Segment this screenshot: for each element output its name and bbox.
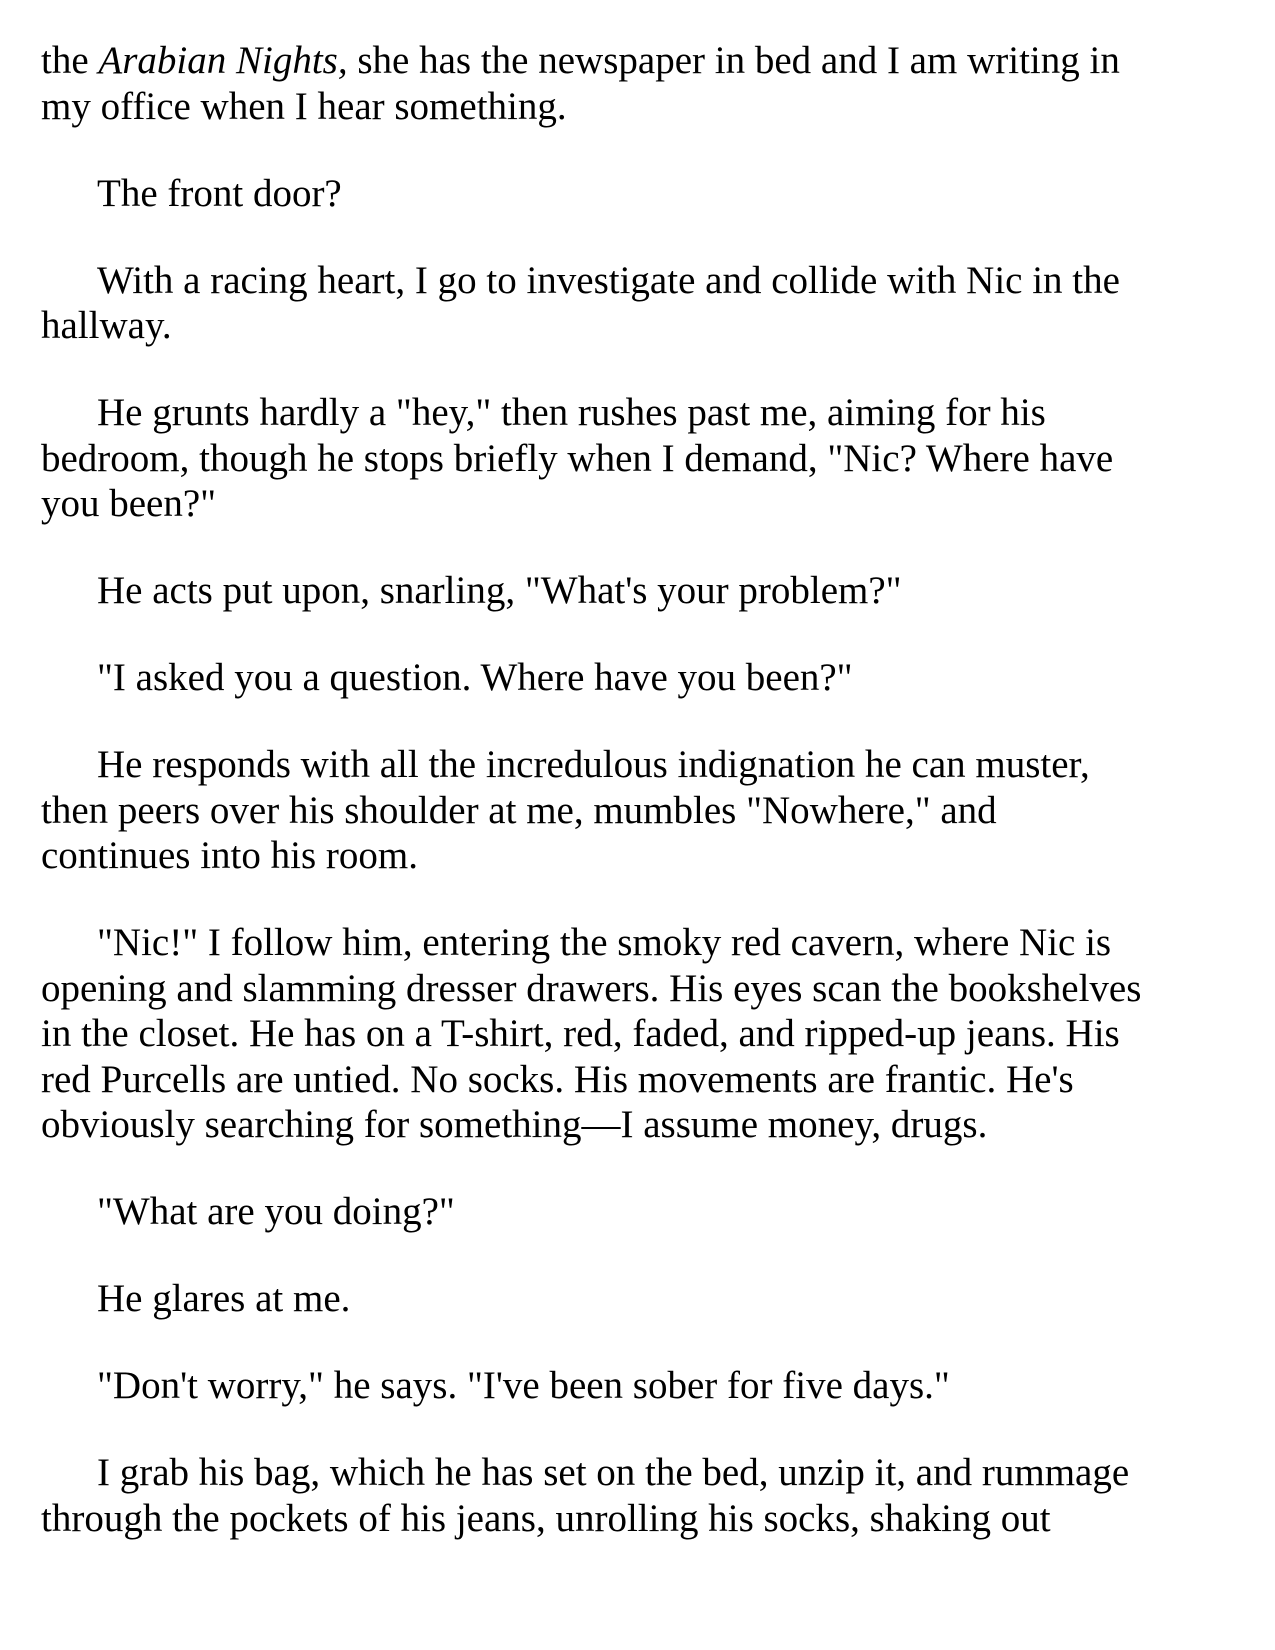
text-line: then peers over his shoulder at me, mumbles "Nowhere," and bbox=[41, 788, 997, 832]
text-line: "Nic!" I follow him, entering the smoky red cavern, where Nic is bbox=[97, 921, 1112, 964]
text-line: red Purcells are untied. No socks. His movements are frantic. He's bbox=[41, 1057, 1074, 1101]
text-line: hallway. bbox=[41, 304, 172, 347]
text-line: you been?" bbox=[41, 482, 217, 525]
text-line: bedroom, though he stops briefly when I demand, "Nic? Where have bbox=[41, 436, 1114, 480]
paragraph bbox=[41, 1189, 1231, 1235]
text-segment: she has the newspaper in bed and I am writing in bbox=[347, 39, 1120, 82]
text-segment: the bbox=[41, 39, 99, 82]
paragraph bbox=[41, 1276, 1231, 1322]
text-line: through the pockets of his jeans, unrolling his socks, shaking out bbox=[41, 1496, 1051, 1540]
paragraph bbox=[41, 920, 1231, 1148]
text-line: He responds with all the incredulous indignation he can muster, bbox=[97, 743, 1090, 786]
paragraph bbox=[41, 38, 1231, 129]
paragraph bbox=[41, 742, 1231, 879]
text-line: The front door? bbox=[97, 171, 342, 215]
text-line bbox=[41, 38, 1231, 84]
text-line: He grunts hardly a "hey," then rushes past me, aiming for his bbox=[97, 391, 1046, 434]
paragraph bbox=[41, 390, 1231, 527]
paragraph bbox=[41, 1450, 1231, 1541]
book-page bbox=[41, 38, 1231, 1541]
text-line: "Don't worry," he says. "I've been sober for five days." bbox=[97, 1364, 950, 1407]
text-line: obviously searching for something—I assume money, drugs. bbox=[41, 1103, 988, 1146]
paragraph bbox=[41, 171, 1231, 217]
italic-title: Arabian Nights, bbox=[98, 39, 348, 82]
text-line: He glares at me. bbox=[97, 1277, 351, 1320]
paragraph bbox=[41, 568, 1231, 614]
paragraph bbox=[41, 1363, 1231, 1409]
text-line: "What are you doing?" bbox=[97, 1190, 455, 1233]
paragraph bbox=[41, 655, 1231, 701]
text-line: He acts put upon, snarling, "What's your problem?" bbox=[97, 569, 902, 612]
paragraph bbox=[41, 258, 1231, 349]
text-line: With a racing heart, I go to investigate and collide with Nic in the bbox=[97, 258, 1120, 302]
text-line: opening and slamming dresser drawers. His eyes scan the bookshelves bbox=[41, 966, 1142, 1010]
text-line: in the closet. He has on a T-shirt, red, faded, and ripped-up jeans. His bbox=[41, 1012, 1120, 1055]
text-line: continues into his room. bbox=[41, 834, 418, 877]
text-line: I grab his bag, which he has set on the bed, unzip it, and rummage bbox=[97, 1451, 1130, 1494]
text-line: "I asked you a question. Where have you been?" bbox=[97, 656, 853, 699]
text-line: my office when I hear something. bbox=[41, 84, 567, 128]
